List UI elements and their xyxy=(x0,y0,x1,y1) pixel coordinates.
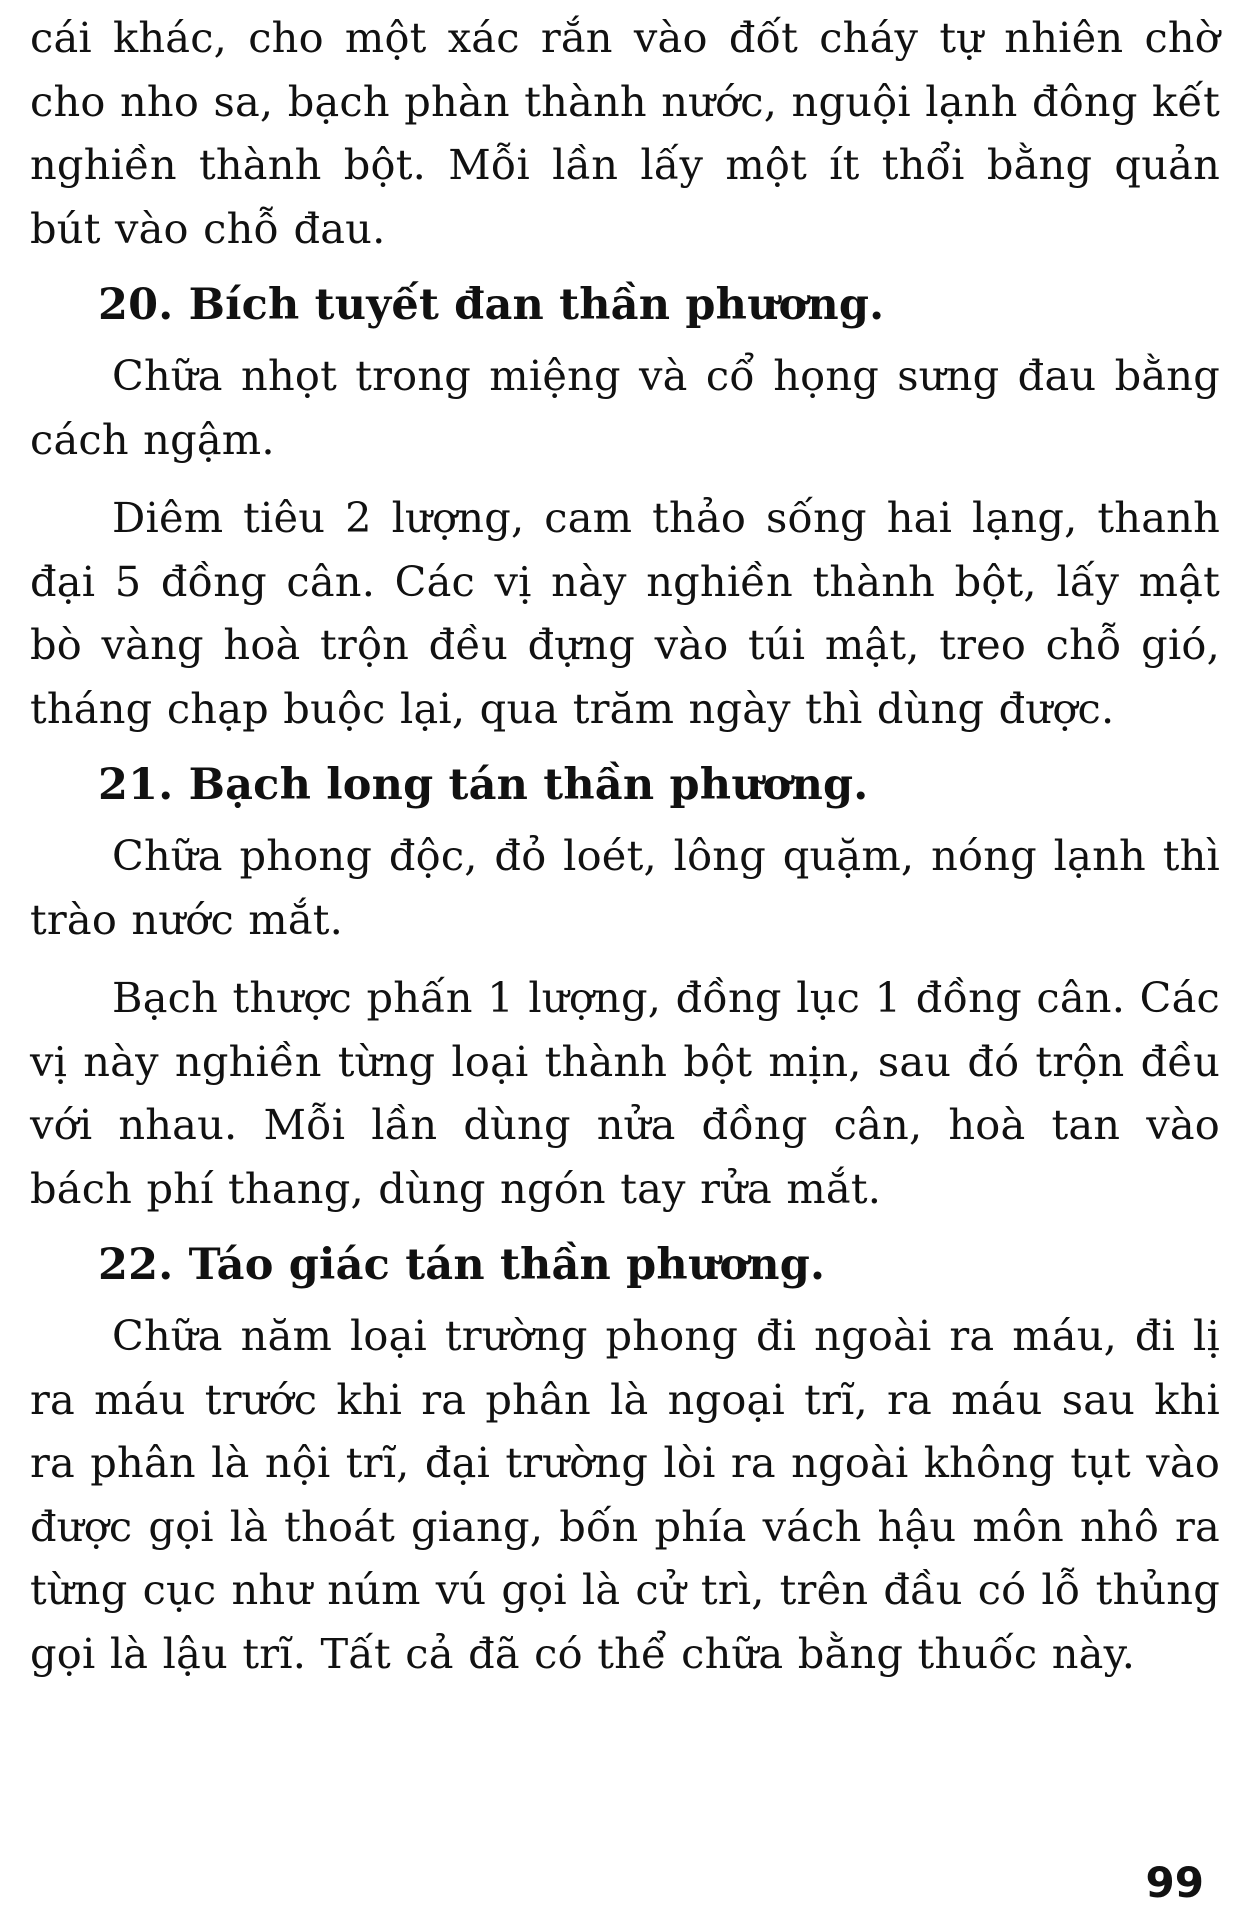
paragraph-continuation: cái khác, cho một xác rắn vào đốt cháy tự nhiên chờ cho nho sa, bạch phàn thành nước, nguội lạnh đông kết nghiền thành bột. Mỗi lần lấy một ít thổi bằng quản bút vào chỗ đau. xyxy=(30,13,1220,253)
paragraph-recipe-21: Bạch thược phấn 1 lượng, đồng lục 1 đồng cân. Các vị này nghiền từng loại thành bột mịn, sau đó trộn đều với nhau. Mỗi lần dùng nửa đồng cân, hoà tan vào bách phí thang, dùng ngón tay rửa mắt. xyxy=(30,973,1220,1213)
paragraph-recipe-20: Diêm tiêu 2 lượng, cam thảo sống hai lạng, thanh đại 5 đồng cân. Các vị này nghiền thành bột, lấy mật bò vàng hoà trộn đều đựng vào túi mật, treo chỗ gió, tháng chạp buộc lại, qua trăm ngày thì dùng được. xyxy=(30,493,1220,733)
section-heading-20: 20. Bích tuyết đan thần phương. xyxy=(98,280,885,330)
paragraph-indication-20: Chữa nhọt trong miệng và cổ họng sưng đau bằng cách ngậm. xyxy=(30,351,1220,464)
page-body xyxy=(30,6,1220,1685)
paragraph-indication-21: Chữa phong độc, đỏ loét, lông quặm, nóng lạnh thì trào nước mắt. xyxy=(30,831,1220,944)
paragraph-indication-22: Chữa năm loại trường phong đi ngoài ra máu, đi lị ra máu trước khi ra phân là ngoại trĩ, ra máu sau khi ra phân là nội trĩ, đại trường lòi ra ngoài không tụt vào được gọi là thoát giang, bốn phía vách hậu môn nhô ra từng cục như núm vú gọi là cử trì, trên đầu có lỗ thủng gọi là lậu trĩ. Tất cả đã có thể chữa bằng thuốc này. xyxy=(30,1311,1220,1678)
book-page xyxy=(30,0,1220,1920)
page-number: 99 xyxy=(1145,1858,1204,1907)
section-heading-21: 21. Bạch long tán thần phương. xyxy=(98,760,869,810)
section-heading-22: 22. Táo giác tán thần phương. xyxy=(98,1240,826,1290)
